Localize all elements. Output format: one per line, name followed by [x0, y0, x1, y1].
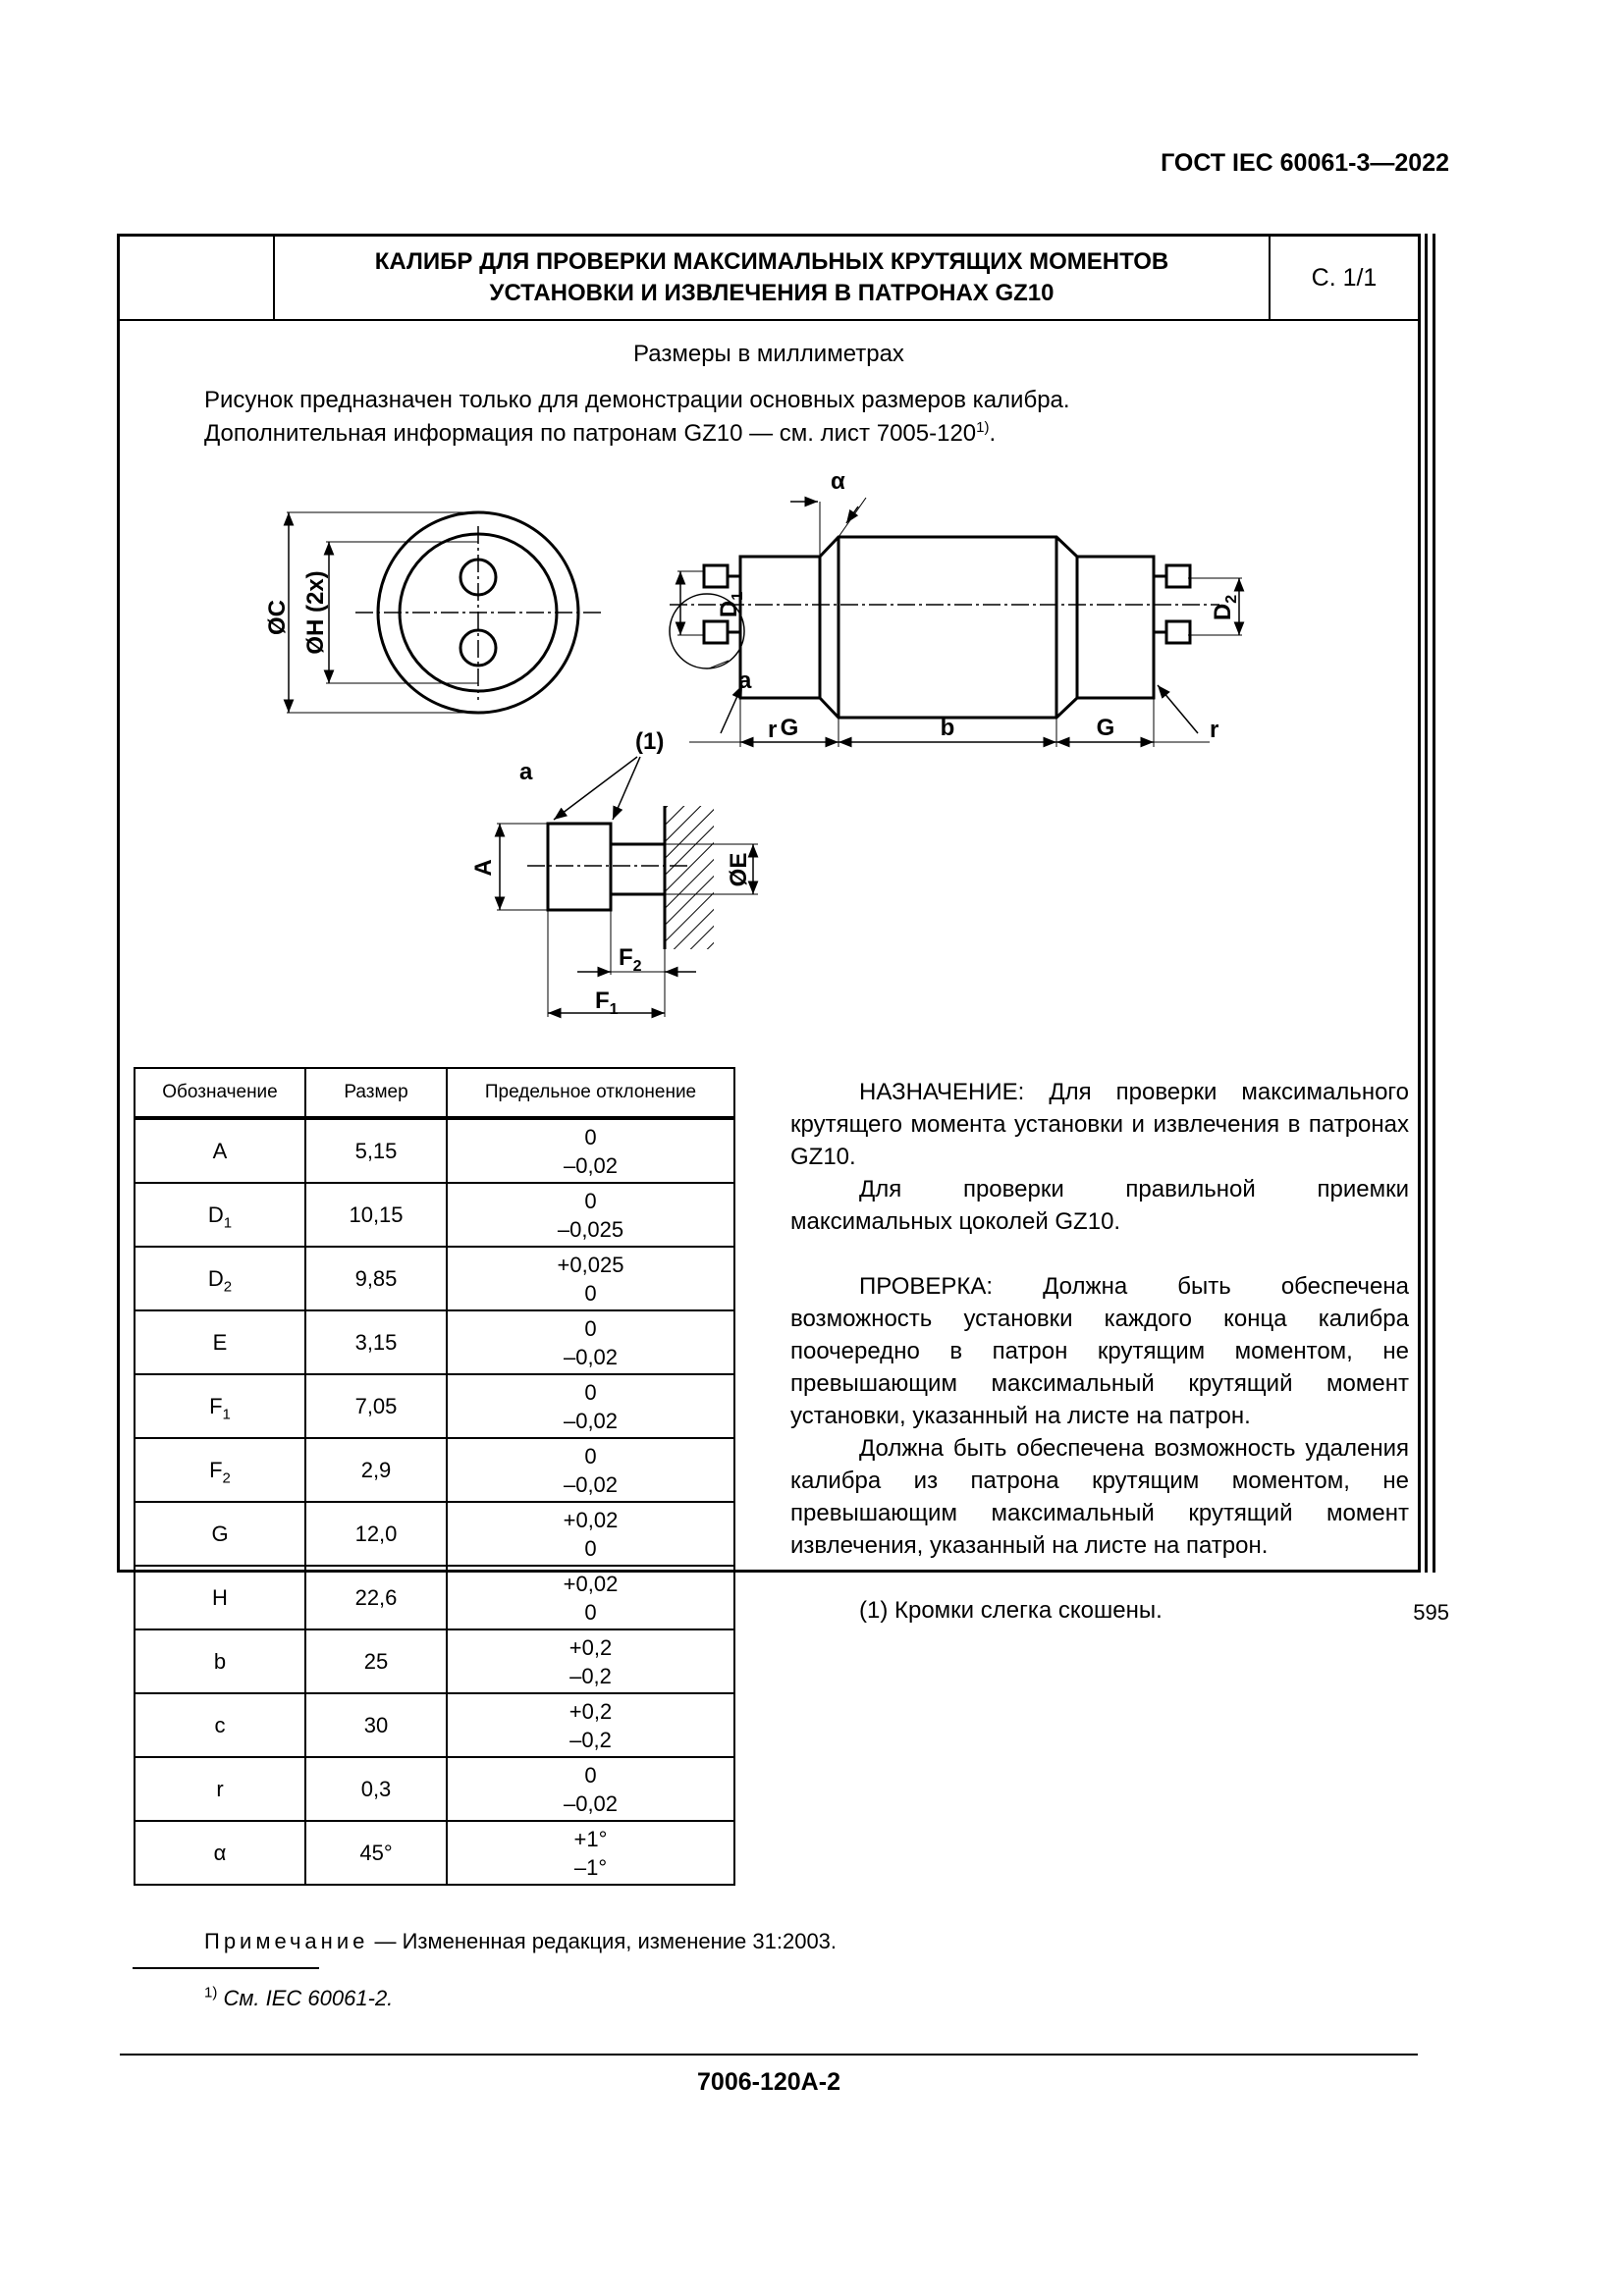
right-text	[790, 1076, 1409, 1627]
intro-line1: Рисунок предназначен только для демонстрации основных размеров калибра.	[204, 387, 1070, 413]
table-row	[135, 1629, 734, 1693]
cell-symbol: c	[135, 1693, 305, 1757]
table-header-row	[135, 1068, 734, 1118]
check-paragraph-1: ПРОВЕРКА: Должна быть обеспечена возможность установки каждого конца калибра поочередно в патрон крутящим моментом, не превышающим максимальный крутящий момент установки, указанный на листе на патрон.	[790, 1273, 1409, 1429]
cell-size: 12,0	[305, 1502, 447, 1566]
check-paragraph-2: Должна быть обеспечена возможность удаления калибра из патрона крутящим моментом, не превышающим максимальный крутящий момент извлечения, указанный на листе на патрон.	[790, 1435, 1409, 1559]
cell-size: 2,9	[305, 1438, 447, 1502]
label-b: b	[940, 715, 955, 741]
document-id: ГОСТ IEC 60061-3—2022	[1161, 149, 1449, 177]
cell-tolerance: +0,2 –0,2	[447, 1693, 734, 1757]
detail-hatched-wall	[665, 806, 714, 949]
label-d1: $D_1$	[716, 591, 746, 618]
frame-right-line-1	[1425, 234, 1428, 1573]
cell-symbol: r	[135, 1757, 305, 1821]
cell-size: 22,6	[305, 1566, 447, 1629]
cell-tolerance: 0 –0,02	[447, 1310, 734, 1374]
sheet-id: 7006-120A-2	[697, 2068, 840, 2096]
cell-symbol: A	[135, 1118, 305, 1183]
cell-tolerance: 0 –0,02	[447, 1438, 734, 1502]
cell-size: 5,15	[305, 1118, 447, 1183]
footnote-marker: 1)	[204, 1984, 218, 2002]
cell-size: 45°	[305, 1821, 447, 1885]
cell-tolerance: +0,025 0	[447, 1247, 734, 1310]
table-row	[135, 1502, 734, 1566]
col-header-tolerance: Предельное отклонение	[447, 1068, 734, 1118]
cell-symbol: E	[135, 1310, 305, 1374]
front-view	[287, 512, 601, 713]
cell-size: 10,15	[305, 1183, 447, 1247]
footnote	[204, 1986, 393, 2011]
label-h: ØH (2x)	[302, 570, 329, 655]
table-row	[135, 1374, 734, 1438]
label-note-1: (1)	[635, 728, 665, 755]
spec-table	[134, 1067, 735, 1886]
cell-size: 30	[305, 1693, 447, 1757]
side-pin-left-upper	[704, 565, 728, 587]
cell-symbol: H	[135, 1566, 305, 1629]
table-row	[135, 1438, 734, 1502]
cell-tolerance: 0 –0,02	[447, 1374, 734, 1438]
side-pin-right-lower	[1166, 621, 1190, 643]
table-row	[135, 1566, 734, 1629]
table-row	[135, 1310, 734, 1374]
table-row	[135, 1693, 734, 1757]
side-pin-left-lower	[704, 621, 728, 643]
sheet-frame	[117, 234, 1421, 2096]
cell-size: 7,05	[305, 1374, 447, 1438]
cell-size: 25	[305, 1629, 447, 1693]
col-header-symbol: Обозначение	[135, 1068, 305, 1118]
label-c: ØC	[264, 600, 291, 635]
detail-view	[497, 757, 758, 1017]
purpose-paragraph-2: Для проверки правильной приемки максимальных цоколей GZ10.	[790, 1176, 1409, 1235]
cell-tolerance: +0,2 –0,2	[447, 1629, 734, 1693]
cell-symbol: $F_1$	[135, 1374, 305, 1438]
gauge-drawing	[120, 237, 1418, 1081]
label-g-right: G	[1096, 715, 1115, 741]
cell-size: 9,85	[305, 1247, 447, 1310]
col-header-size: Размер	[305, 1068, 447, 1118]
label-e: ØE	[726, 852, 752, 887]
label-r-left: r	[768, 717, 778, 743]
table-row	[135, 1118, 734, 1183]
side-pin-right-upper	[1166, 565, 1190, 587]
frame-right-line-2	[1433, 234, 1435, 1573]
sheet-id-divider	[120, 2054, 1418, 2056]
label-f1: $F_1$	[595, 988, 619, 1018]
label-f2: $F_2$	[619, 944, 642, 975]
table-row	[135, 1247, 734, 1310]
cell-size: 3,15	[305, 1310, 447, 1374]
label-d2: $D_2$	[1210, 594, 1240, 621]
cell-tolerance: +0,02 0	[447, 1502, 734, 1566]
table-row	[135, 1821, 734, 1885]
side-view	[704, 537, 1190, 718]
label-A: A	[470, 859, 497, 877]
cell-tolerance: +0,02 0	[447, 1566, 734, 1629]
cell-symbol: G	[135, 1502, 305, 1566]
intro-line2: Дополнительная информация по патронам GZ10 — см. лист 7005-120$^{1)}$.	[204, 419, 997, 447]
cell-symbol: α	[135, 1821, 305, 1885]
detail-pin-head	[548, 824, 611, 910]
table-row	[135, 1757, 734, 1821]
label-a-detail: a	[519, 759, 533, 785]
label-a-side: a	[738, 667, 752, 694]
cell-tolerance: 0 –0,02	[447, 1118, 734, 1183]
dimensions-caption: Размеры в миллиметрах	[633, 341, 904, 367]
page-number: 595	[1413, 1600, 1449, 1625]
table-row	[135, 1183, 734, 1247]
label-r-right: r	[1210, 717, 1219, 743]
label-alpha: α	[831, 468, 845, 495]
cell-size: 0,3	[305, 1757, 447, 1821]
footnote-text: См. IEC 60061-2.	[217, 1986, 394, 2010]
cell-tolerance: +1° –1°	[447, 1821, 734, 1885]
note	[204, 1929, 837, 1954]
side-body	[740, 537, 1154, 718]
purpose-paragraph-1: НАЗНАЧЕНИЕ: Для проверки максимального крутящего момента установки и извлечения в патронах GZ10.	[790, 1079, 1409, 1170]
cell-symbol: b	[135, 1629, 305, 1693]
sheet-title-line2: УСТАНОВКИ И ИЗВЛЕЧЕНИЯ В ПАТРОНАХ GZ10	[489, 280, 1055, 306]
note-label: Примечание	[204, 1929, 369, 1953]
cell-symbol: $D_1$	[135, 1183, 305, 1247]
label-g-left: G	[780, 715, 799, 741]
cell-symbol: $F_2$	[135, 1438, 305, 1502]
cell-tolerance: 0 –0,02	[447, 1757, 734, 1821]
sheet-page: С. 1/1	[1271, 237, 1418, 321]
note-text: — Измененная редакция, изменение 31:2003.	[368, 1929, 838, 1953]
cell-tolerance: 0 –0,025	[447, 1183, 734, 1247]
sheet-title-line1: КАЛИБР ДЛЯ ПРОВЕРКИ МАКСИМАЛЬНЫХ КРУТЯЩИХ МОМЕНТОВ	[374, 248, 1169, 275]
intro-footnote-ref: 1)	[976, 419, 990, 436]
note-1-paragraph: (1) Кромки слегка скошены.	[859, 1597, 1163, 1624]
cell-symbol: $D_2$	[135, 1247, 305, 1310]
footnote-rule	[133, 1967, 319, 1969]
